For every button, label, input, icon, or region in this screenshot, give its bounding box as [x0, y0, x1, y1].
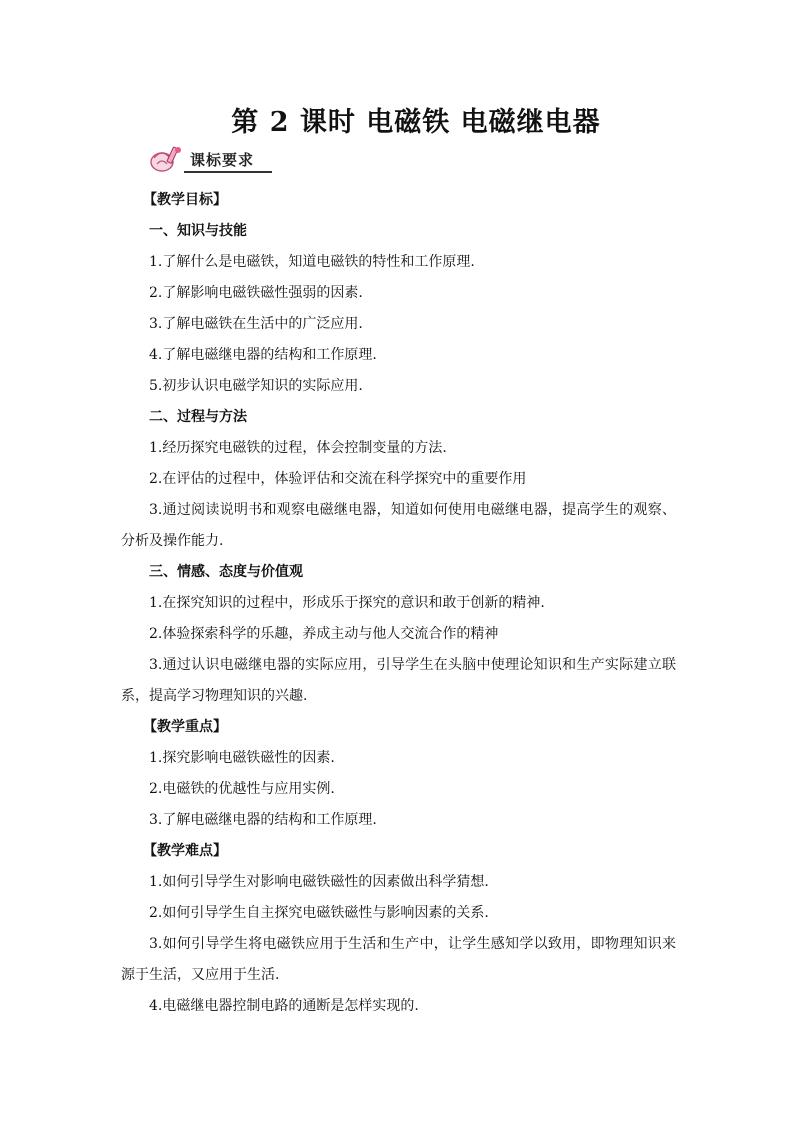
paragraph: 1.探究影响电磁铁磁性的因素. — [149, 750, 335, 766]
subsection-heading: 二、过程与方法 — [149, 409, 247, 425]
page-title: 第 2 课时 电磁铁 电磁继电器 — [231, 107, 601, 138]
paragraph: 5.初步认识电磁学知识的实际应用. — [149, 378, 363, 394]
paragraph: 3.通过认识电磁继电器的实际应用，引导学生在头脑中使理论知识和生产实际建立联系，提高学习物理知识的兴趣. — [121, 657, 676, 704]
badge-underline — [184, 171, 272, 173]
paragraph: 4.电磁继电器控制电路的通断是怎样实现的. — [149, 998, 419, 1014]
paragraph: 3.了解电磁继电器的结构和工作原理. — [149, 812, 377, 828]
paragraph: 3.通过阅读说明书和观察电磁继电器，知道如何使用电磁继电器，提高学生的观察、分析及操作能力. — [121, 502, 676, 549]
paragraph: 1.在探究知识的过程中，形成乐于探究的意识和敢于创新的精神. — [149, 595, 545, 611]
section-badge — [148, 146, 272, 174]
paragraph: 2.如何引导学生自主探究电磁铁磁性与影响因素的关系. — [149, 905, 489, 921]
paragraph: 2.体验探索科学的乐趣，养成主动与他人交流合作的精神 — [149, 626, 499, 642]
paragraph: 1.了解什么是电磁铁，知道电磁铁的特性和工作原理. — [149, 254, 475, 270]
document-body — [121, 185, 676, 1022]
section-heading: 【教学重点】 — [143, 719, 227, 735]
paragraph: 2.电磁铁的优越性与应用实例. — [149, 781, 335, 797]
paragraph: 1.如何引导学生对影响电磁铁磁性的因素做出科学猜想. — [149, 874, 489, 890]
paragraph: 3.如何引导学生将电磁铁应用于生活和生产中，让学生感知学以致用，即物理知识来源于生活，又应用于生活. — [121, 936, 676, 983]
paragraph: 2.了解影响电磁铁磁性强弱的因素. — [149, 285, 363, 301]
paragraph: 1.经历探究电磁铁的过程，体会控制变量的方法. — [149, 440, 447, 456]
badge-label: 课标要求 — [190, 151, 255, 169]
section-heading: 【教学难点】 — [143, 843, 227, 859]
section-heading: 【教学目标】 — [143, 192, 227, 208]
pencil-flower-icon — [148, 144, 186, 174]
paragraph: 2.在评估的过程中，体验评估和交流在科学探究中的重要作用 — [149, 471, 527, 487]
paragraph: 3.了解电磁铁在生活中的广泛应用. — [149, 316, 363, 332]
subsection-heading: 三、情感、态度与价值观 — [149, 564, 303, 580]
paragraph: 4.了解电磁继电器的结构和工作原理. — [149, 347, 377, 363]
subsection-heading: 一、知识与技能 — [149, 223, 247, 239]
